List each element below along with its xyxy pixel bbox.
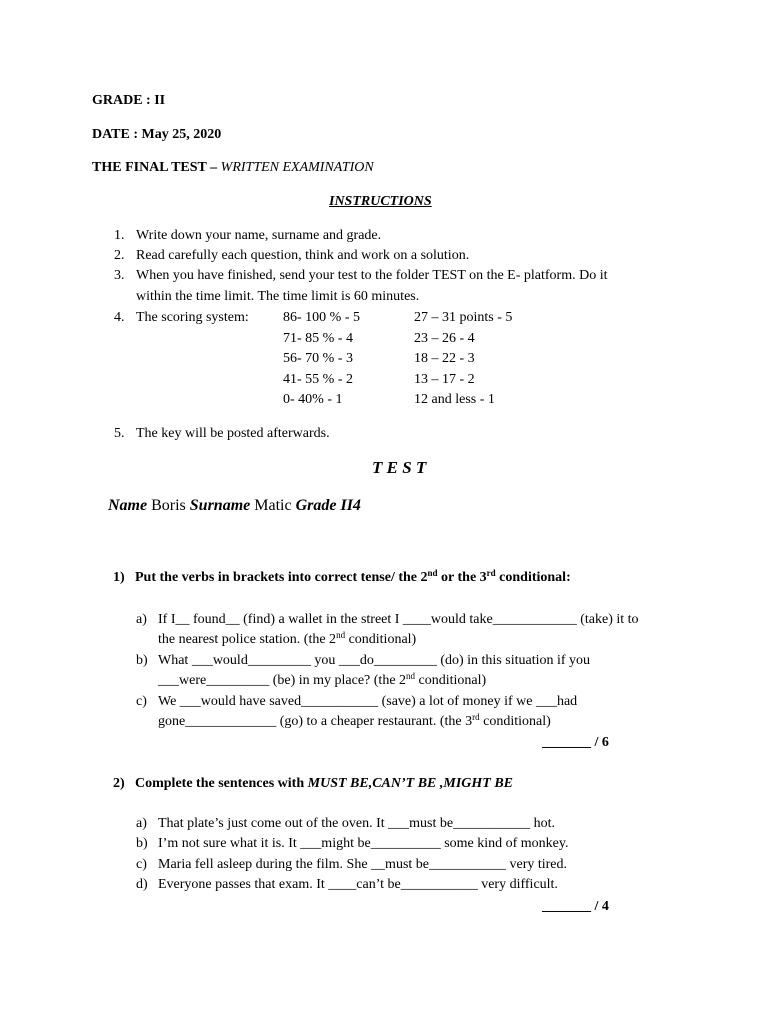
instruction-num-3: 3.: [114, 268, 125, 283]
scoring-points-1: 27 – 31 points - 5: [414, 310, 513, 325]
q2-a-label: a): [136, 816, 147, 831]
q1-b-line2-part-b: conditional): [415, 673, 487, 688]
q1-title-part-a: Put the verbs in brackets into correct tense/ the 2: [135, 570, 428, 585]
q2-a-text: That plate’s just come out of the oven. It ___must be___________ hot.: [158, 816, 555, 831]
q1-a-sup: nd: [336, 630, 346, 640]
q1-c-sup: rd: [472, 712, 480, 722]
scoring-percent-3: 56- 70 % - 3: [283, 351, 353, 366]
scoring-points-3: 18 – 22 - 3: [414, 351, 475, 366]
q1-c-line2: [158, 714, 551, 731]
scoring-points-4: 13 – 17 - 2: [414, 372, 475, 387]
test-title-line: [92, 160, 374, 177]
instructions-heading: INSTRUCTIONS: [329, 194, 432, 209]
instruction-num-5: 5.: [114, 426, 125, 441]
instruction-text-3: When you have finished, send your test to the folder TEST on the E- platform. Do it: [136, 268, 608, 283]
q1-title-part-c: conditional:: [495, 570, 571, 585]
scoring-percent-1: 86- 100 % - 5: [283, 310, 360, 325]
instruction-num-2: 2.: [114, 248, 125, 263]
scoring-points-2: 23 – 26 - 4: [414, 331, 475, 346]
q1-a-line2-part-a: the nearest police station. (the 2: [158, 632, 337, 647]
q1-a-line1: If I__ found__ (find) a wallet in the street I ____would take____________ (take) it to: [158, 612, 639, 627]
name-label: Name: [108, 497, 148, 514]
q2-title-part-b: MUST BE,CAN’T BE ,MIGHT BE: [307, 776, 514, 791]
instruction-text-2: Read carefully each question, think and work on a solution.: [136, 248, 470, 263]
q1-a-line2: [158, 632, 416, 649]
grade-label: Grade II4: [295, 497, 361, 514]
q1-b-line2: [158, 673, 486, 690]
instruction-num-1: 1.: [114, 228, 125, 243]
instruction-text-4: The scoring system:: [136, 310, 249, 325]
q1-title-sup-1: nd: [427, 568, 438, 578]
q1-b-sup: nd: [406, 671, 416, 681]
scoring-percent-5: 0- 40% - 1: [283, 392, 343, 407]
q1-a-label: a): [136, 612, 147, 627]
test-subtitle: WRITTEN EXAMINATION: [220, 160, 374, 175]
q2-score: _______ / 4: [542, 899, 609, 914]
q2-number: 2): [113, 776, 125, 791]
q1-title-part-b: or the 3: [437, 570, 487, 585]
q1-b-label: b): [136, 653, 148, 668]
q1-c-line1: We ___would have saved___________ (save) a lot of money if we ___had: [158, 694, 578, 709]
date-line: DATE : May 25, 2020: [92, 127, 222, 142]
instruction-text-3b: within the time limit. The time limit is 60 minutes.: [136, 289, 420, 304]
q2-title: [135, 776, 513, 793]
q1-a-line2-part-b: conditional): [345, 632, 417, 647]
instruction-text-5: The key will be posted afterwards.: [136, 426, 330, 441]
scoring-percent-2: 71- 85 % - 4: [283, 331, 353, 346]
q1-title-sup-2: rd: [486, 568, 496, 578]
q2-c-text: Maria fell asleep during the film. She __must be___________ very tired.: [158, 857, 568, 872]
grade-line: GRADE : II: [92, 93, 166, 108]
q1-b-line2-part-a: ___were_________ (be) in my place? (the 2: [158, 673, 407, 688]
q1-b-line1: What ___would_________ you ___do_________ (do) in this situation if you: [158, 653, 591, 668]
q2-d-text: Everyone passes that exam. It ____can’t be___________ very difficult.: [158, 877, 558, 892]
surname-value: Matic: [250, 497, 296, 514]
name-value: Boris: [147, 497, 190, 514]
surname-label: Surname: [189, 497, 251, 514]
q2-c-label: c): [136, 857, 147, 872]
test-title: THE FINAL TEST –: [92, 160, 218, 175]
test-heading: T E S T: [372, 458, 427, 477]
q2-b-text: I’m not sure what it is. It ___might be__________ some kind of monkey.: [158, 836, 569, 851]
q2-b-label: b): [136, 836, 148, 851]
instruction-num-4: 4.: [114, 310, 125, 325]
q1-score: _______ / 6: [542, 735, 609, 750]
scoring-points-5: 12 and less - 1: [414, 392, 495, 407]
q2-d-label: d): [136, 877, 148, 892]
scoring-percent-4: 41- 55 % - 2: [283, 372, 353, 387]
q1-c-line2-part-a: gone_____________ (go) to a cheaper restaurant. (the 3: [158, 714, 473, 729]
instruction-text-1: Write down your name, surname and grade.: [136, 228, 382, 243]
q1-c-label: c): [136, 694, 147, 709]
q1-title: [135, 570, 571, 587]
student-line: [108, 496, 361, 515]
q1-number: 1): [113, 570, 125, 585]
q1-c-line2-part-b: conditional): [479, 714, 551, 729]
q2-title-part-a: Complete the sentences with: [135, 776, 308, 791]
